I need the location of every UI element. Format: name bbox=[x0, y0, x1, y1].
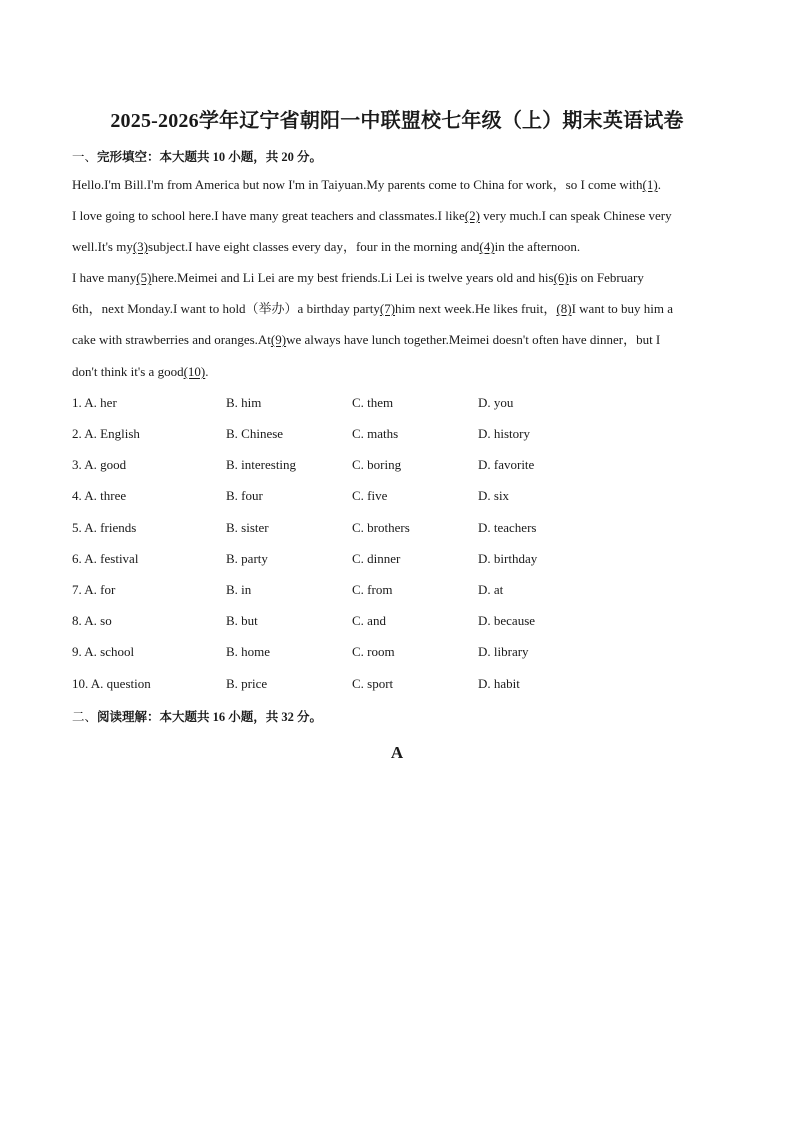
question-row bbox=[72, 520, 732, 536]
blank-4: (4) bbox=[479, 239, 495, 254]
option-d: D. history bbox=[478, 426, 530, 441]
option-b: B. four bbox=[226, 488, 263, 503]
question-row bbox=[72, 676, 732, 692]
passage-a-title: A bbox=[390, 743, 404, 762]
option-c: C. from bbox=[352, 582, 393, 597]
option-b: B. party bbox=[226, 551, 268, 566]
passage-line-4 bbox=[72, 270, 732, 286]
option-a: 4. A. three bbox=[72, 488, 127, 503]
option-a: 2. A. English bbox=[72, 426, 140, 441]
section-2-number: 二、 bbox=[72, 710, 98, 724]
passage-text: in the afternoon. bbox=[494, 239, 581, 254]
question-row bbox=[72, 551, 732, 567]
passage-line-2 bbox=[72, 208, 732, 224]
section-1-heading bbox=[72, 147, 322, 165]
passage-text: we always have lunch together.Meimei doesn't often have dinner，but I bbox=[286, 332, 661, 347]
passage-text: 6th，next Monday.I want to hold（举办）a birthday party bbox=[72, 301, 380, 316]
option-c: C. brothers bbox=[352, 520, 410, 535]
blank-1: (1) bbox=[642, 177, 658, 192]
passage-text: I have many bbox=[72, 270, 137, 285]
question-row bbox=[72, 395, 732, 411]
option-a: 1. A. her bbox=[72, 395, 117, 410]
option-b: B. Chinese bbox=[226, 426, 284, 441]
passage-line-6 bbox=[72, 332, 732, 348]
blank-7: (7) bbox=[379, 301, 396, 316]
option-c: C. dinner bbox=[352, 551, 401, 566]
option-a: 8. A. so bbox=[72, 613, 112, 628]
option-c: C. room bbox=[352, 644, 395, 659]
section-1-number: 一、 bbox=[72, 150, 98, 164]
option-c: C. sport bbox=[352, 676, 394, 691]
option-a: 6. A. festival bbox=[72, 551, 139, 566]
option-b: B. but bbox=[226, 613, 258, 628]
section-2-heading bbox=[72, 707, 322, 725]
passage-text: is on February bbox=[568, 270, 644, 285]
option-d: D. six bbox=[478, 488, 510, 503]
option-c: C. maths bbox=[352, 426, 399, 441]
option-b: B. price bbox=[226, 676, 268, 691]
option-c: C. and bbox=[352, 613, 386, 628]
question-row bbox=[72, 426, 732, 442]
option-d: D. birthday bbox=[478, 551, 538, 566]
passage-text: subject.I have eight classes every day，four in the morning and bbox=[148, 239, 480, 254]
passage-text: . bbox=[657, 177, 661, 192]
option-a: 9. A. school bbox=[72, 644, 135, 659]
section-1-text: 完形填空：本大题共 10 小题，共 20 分。 bbox=[97, 150, 323, 164]
page-title: 2025-2026学年辽宁省朝阳一中联盟校七年级（上）期末英语试卷 bbox=[110, 110, 684, 132]
passage-text: very much.I can speak Chinese very bbox=[479, 208, 672, 223]
blank-10: (10) bbox=[183, 364, 206, 379]
option-b: B. sister bbox=[226, 520, 269, 535]
option-d: D. because bbox=[478, 613, 536, 628]
option-d: D. library bbox=[478, 644, 529, 659]
option-c: C. boring bbox=[352, 457, 402, 472]
option-d: D. you bbox=[478, 395, 514, 410]
passage-line-3 bbox=[72, 239, 732, 255]
passage-text: . bbox=[205, 364, 209, 379]
passage-text: I love going to school here.I have many great teachers and classmates.I like bbox=[72, 208, 465, 223]
option-d: D. teachers bbox=[478, 520, 537, 535]
blank-2: (2) bbox=[464, 208, 480, 223]
option-d: D. habit bbox=[478, 676, 520, 691]
option-d: D. favorite bbox=[478, 457, 535, 472]
section-2-text: 阅读理解：本大题共 16 小题，共 32 分。 bbox=[97, 710, 323, 724]
option-b: B. in bbox=[226, 582, 252, 597]
option-d: D. at bbox=[478, 582, 504, 597]
blank-3: (3) bbox=[132, 239, 149, 254]
question-row bbox=[72, 613, 732, 629]
blank-5: (5) bbox=[136, 270, 152, 285]
option-a: 7. A. for bbox=[72, 582, 116, 597]
passage-text: cake with strawberries and oranges.At bbox=[72, 332, 271, 347]
option-a: 10. A. question bbox=[72, 676, 151, 691]
passage-text: Hello.I'm Bill.I'm from America but now I'm in Taiyuan.My parents come to China for work，so I come with bbox=[72, 177, 643, 192]
blank-8: (8) bbox=[556, 301, 572, 316]
passage-text: don't think it's a good bbox=[72, 364, 184, 379]
blank-6: (6) bbox=[553, 270, 569, 285]
option-a: 5. A. friends bbox=[72, 520, 137, 535]
passage-text: here.Meimei and Li Lei are my best friends.Li Lei is twelve years old and his bbox=[151, 270, 554, 285]
passage-line-1 bbox=[72, 177, 732, 193]
passage-line-5 bbox=[72, 301, 732, 317]
option-b: B. interesting bbox=[226, 457, 297, 472]
question-row bbox=[72, 582, 732, 598]
option-b: B. him bbox=[226, 395, 262, 410]
question-row bbox=[72, 488, 732, 504]
blank-9: (9) bbox=[270, 332, 287, 347]
option-c: C. five bbox=[352, 488, 388, 503]
option-a: 3. A. good bbox=[72, 457, 127, 472]
passage-line-7 bbox=[72, 364, 732, 380]
passage-text: well.It's my bbox=[72, 239, 133, 254]
option-b: B. home bbox=[226, 644, 271, 659]
passage-text: I want to buy him a bbox=[571, 301, 674, 316]
question-row bbox=[72, 644, 732, 660]
passage-text: him next week.He likes fruit， bbox=[395, 301, 557, 316]
option-c: C. them bbox=[352, 395, 394, 410]
question-row bbox=[72, 457, 732, 473]
